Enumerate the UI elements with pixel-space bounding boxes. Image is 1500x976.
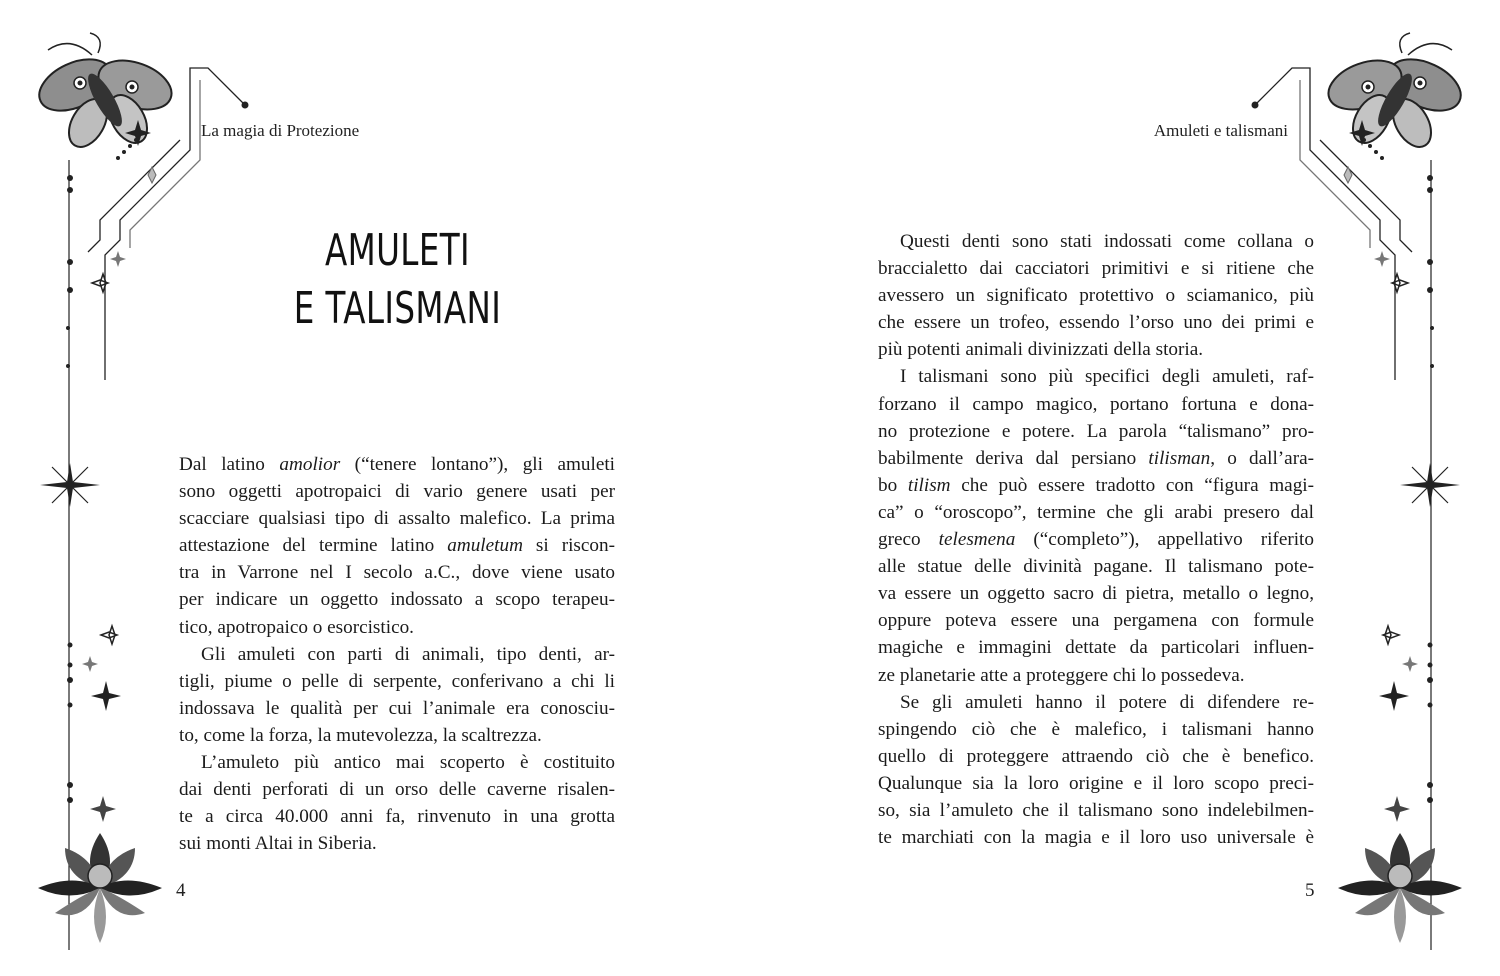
text-line: ze planetarie atte a proteggere chi lo possedeva. xyxy=(878,664,1245,686)
text-line: bo tilism che può essere tradotto con “figura magi- xyxy=(878,474,1315,496)
text-line: avessero un significato protettivo o sciamanico, più xyxy=(878,285,1314,307)
text-line: che essere un trofeo, essendo l’orso uno dei primi e xyxy=(878,312,1314,334)
text-line: tico, apotropaico o esorcistico. xyxy=(179,616,414,638)
lotus-icon xyxy=(1338,833,1462,943)
chapter-title xyxy=(251,222,543,338)
page-number: 4 xyxy=(176,880,186,901)
starburst-icon xyxy=(1400,463,1460,507)
text-line: sono oggetti apotropaici di vario genere usati per xyxy=(179,481,615,503)
text-line: tigli, piume o pelle di serpente, conferivano a chi li xyxy=(179,670,615,692)
text-line: Questi denti sono stati indossati come collana o xyxy=(900,231,1314,252)
running-header: Amuleti e talismani xyxy=(1153,121,1288,140)
lotus-icon xyxy=(38,833,162,943)
text-line: indossava le qualità per cui l’animale era conosciu- xyxy=(179,697,615,719)
text-line: so, sia l’amuleto che il talismano sono indelebilmen- xyxy=(878,799,1314,821)
text-line: attestazione del termine latino amuletum si riscon- xyxy=(179,535,615,557)
text-line: sui monti Altai in Siberia. xyxy=(179,833,377,855)
text-line: greco telesmena (“completo”), appellativo riferito xyxy=(878,529,1314,551)
text-line: scacciare qualsiasi tipo di assalto malefico. La prima xyxy=(179,508,615,530)
moth-icon xyxy=(31,33,178,154)
text-line: te a circa 40.000 anni fa, rinvenuto in una grotta xyxy=(179,806,615,828)
text-line: to, come la forza, la mutevolezza, la scaltrezza. xyxy=(179,724,542,746)
text-line: tra in Varrone nel I secolo a.C., dove viene usato xyxy=(179,562,615,584)
text-line: spingendo ciò che è malefico, i talismani hanno xyxy=(878,718,1314,740)
right-page xyxy=(750,0,1500,976)
body-text xyxy=(179,451,615,857)
text-line: alle statue delle divinità pagane. Il talismano pote- xyxy=(878,556,1314,578)
text-line: per indicare un oggetto indossato a scopo terapeu- xyxy=(179,589,615,611)
chapter-title-line: AMULETI xyxy=(325,225,470,276)
text-line: quello di proteggere attraendo ciò che è benefico. xyxy=(878,745,1314,767)
text-line: Qualunque sia la loro origine e il loro scopo preci- xyxy=(878,772,1314,794)
text-line: L’amuleto più antico mai scoperto è costituito xyxy=(201,752,615,774)
text-line: te marchiati con la magia e il loro uso universale è xyxy=(878,827,1314,849)
text-line: babilmente deriva dal persiano tilisman, o dall’ara- xyxy=(878,447,1314,469)
body-text xyxy=(878,228,1314,851)
running-header: La magia di Protezione xyxy=(201,121,360,140)
chapter-title-line: E TALISMANI xyxy=(293,283,502,334)
text-line: forzano il campo magico, portano fortuna e dona- xyxy=(878,393,1314,415)
starburst-icon xyxy=(40,463,100,507)
text-line: Gli amuleti con parti di animali, tipo denti, ar- xyxy=(201,643,615,665)
page-number: 5 xyxy=(1305,880,1315,901)
text-line: I talismani sono più specifici degli amuleti, raf- xyxy=(900,366,1314,388)
text-line: braccialetto dai cacciatori primitivi e si ritiene che xyxy=(878,258,1314,280)
text-line: più potenti animali divinizzati della storia. xyxy=(878,339,1204,361)
text-line: dai denti perforati di un orso delle caverne risalen- xyxy=(179,779,615,801)
text-line: va essere un oggetto sacro di pietra, metallo o legno, xyxy=(878,583,1314,605)
text-line: Se gli amuleti hanno il potere di difendere re- xyxy=(900,691,1314,713)
moth-icon xyxy=(1322,33,1469,154)
text-line: oppure poteva essere una pergamena con formule xyxy=(878,610,1314,632)
text-line: no protezione e potere. La parola “talismano” pro- xyxy=(878,420,1314,442)
text-line: Dal latino amolior (“tenere lontano”), gli amuleti xyxy=(179,454,616,475)
text-line: magiche e immagini dettate da particolari influen- xyxy=(878,637,1314,659)
text-line: ca” o “oroscopo”, termine che gli arabi presero dal xyxy=(878,501,1314,523)
